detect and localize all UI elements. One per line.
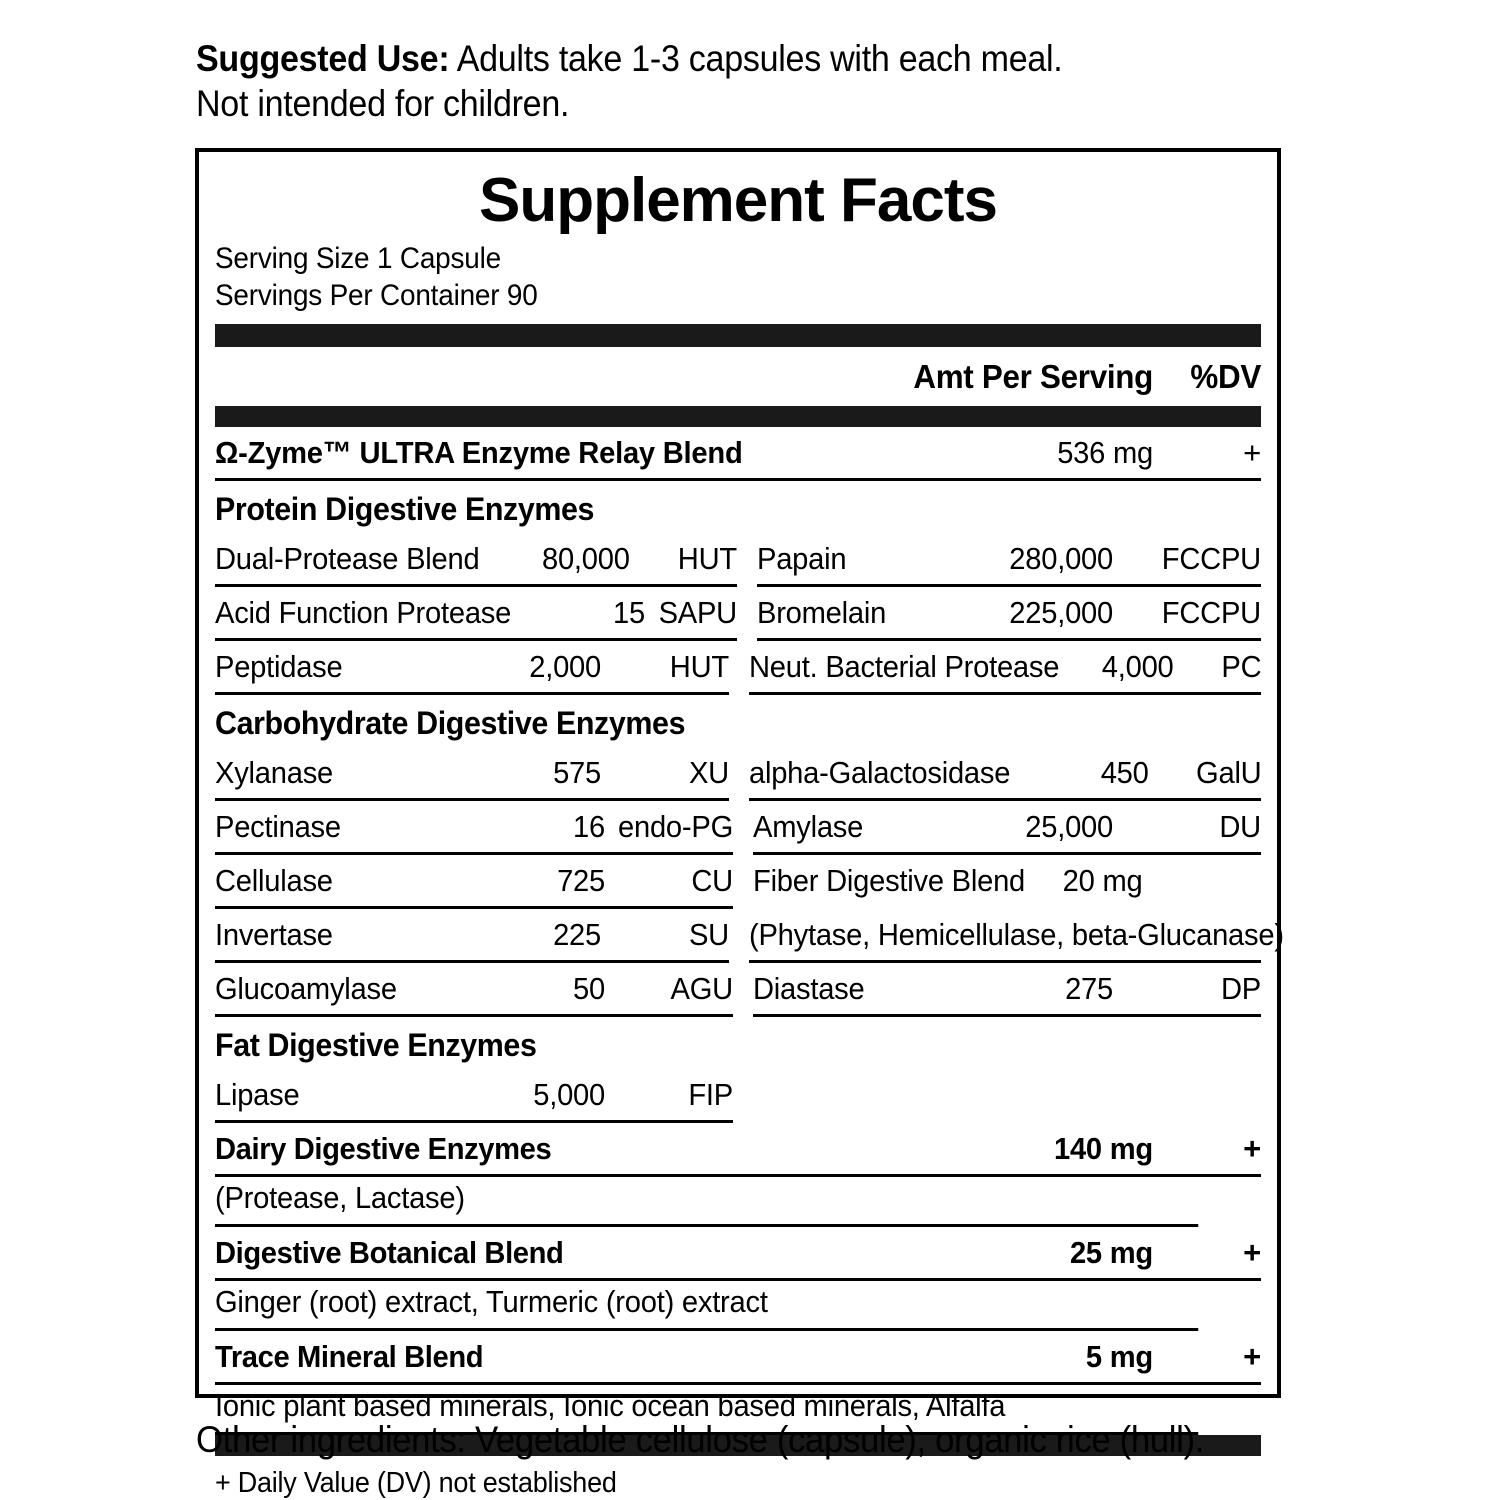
row-name: Pectinase — [215, 809, 341, 844]
blend-row — [215, 1227, 1261, 1281]
blend-row — [215, 1123, 1261, 1177]
row-right — [753, 855, 1261, 909]
row-value: 25,000 — [1025, 809, 1113, 844]
row-name: Trace Mineral Blend — [215, 1339, 484, 1374]
row-name: Acid Function Protease — [215, 595, 512, 630]
row-value: 225,000 — [1009, 595, 1113, 630]
row-unit: endo-PG — [617, 809, 733, 844]
row-unit: DP — [1220, 971, 1261, 1006]
blend-row — [215, 1331, 1261, 1385]
row-value: 16 — [573, 809, 605, 844]
blend-ingredients: (Protease, Lactase) — [215, 1177, 1198, 1227]
row-unit: FCCPU — [1161, 595, 1261, 630]
table-row — [215, 963, 1261, 1017]
row-value: 20 mg — [1063, 863, 1143, 898]
row-value: 4,000 — [1101, 649, 1174, 684]
row-dv: + — [1243, 435, 1261, 470]
row-name: alpha-Galactosidase — [749, 755, 1011, 790]
suggested-use-directions: Adults take 1-3 capsules with each meal. — [449, 38, 1063, 79]
row-amount: 536 mg — [1057, 435, 1153, 470]
footnote-daily-value: + Daily Value (DV) not established — [215, 1467, 617, 1499]
row-name: Diastase — [752, 971, 865, 1006]
row-left — [215, 801, 733, 855]
servings-per-container: Servings Per Container 90 — [215, 279, 538, 312]
row-name: Cellulase — [215, 863, 333, 898]
row-right-empty — [753, 1069, 1261, 1123]
blend-ingredients: Ionic plant based minerals, Ionic ocean based minerals, Alfalfa — [215, 1385, 1198, 1435]
row-value: 280,000 — [1009, 541, 1113, 576]
row-unit: SAPU — [658, 595, 737, 630]
row-name: Glucoamylase — [215, 971, 397, 1006]
serving-size: Serving Size 1 Capsule — [215, 242, 501, 275]
row-value: 275 — [1065, 971, 1113, 1006]
column-headers — [215, 347, 1261, 406]
serving-info — [215, 234, 1188, 314]
row-name: Xylanase — [215, 755, 333, 790]
row-name: Lipase — [215, 1077, 300, 1112]
row-name: Dual-Protease Blend — [215, 541, 480, 576]
suggested-use-line-1 — [196, 36, 1226, 81]
row-lipase — [215, 1069, 1261, 1123]
row-right — [749, 641, 1261, 695]
row-name: Neut. Bacterial Protease — [749, 649, 1060, 684]
other-ingredients-text: Other ingredients: Vegetable cellulose (capsule), organic rice (hull). — [196, 1419, 1204, 1460]
section-heading: Protein Digestive Enzymes — [215, 491, 595, 527]
row-unit: GalU — [1195, 755, 1261, 790]
panel-title: Supplement Facts — [479, 166, 997, 235]
row-unit: PC — [1220, 649, 1261, 684]
row-unit: XU — [688, 755, 729, 790]
row-left — [215, 641, 729, 695]
header-amt-per-serving: Amt Per Serving — [913, 358, 1153, 395]
row-unit: DU — [1219, 809, 1261, 844]
table-row — [215, 587, 1261, 641]
table-row — [215, 909, 1284, 963]
row-left — [215, 909, 729, 963]
row-name: Dairy Digestive Enzymes — [215, 1131, 552, 1166]
suggested-use-text — [196, 36, 1226, 126]
table-row — [215, 747, 1261, 801]
row-left — [215, 587, 737, 641]
row-value: 2,000 — [529, 649, 601, 684]
row-right — [753, 963, 1261, 1017]
table-row — [215, 855, 1261, 909]
row-left — [215, 963, 733, 1017]
row-name: Papain — [757, 541, 847, 576]
section-heading: Carbohydrate Digestive Enzymes — [215, 705, 686, 741]
row-value: 450 — [1100, 755, 1149, 790]
row-unit: CU — [691, 863, 733, 898]
row-unit: SU — [688, 917, 729, 952]
row-right — [749, 909, 1284, 963]
row-unit: FCCPU — [1161, 541, 1261, 576]
row-unit: AGU — [670, 971, 733, 1006]
header-percent-dv: %DV — [1190, 358, 1261, 395]
row-unit: HUT — [677, 541, 737, 576]
suggested-use-line-2: Not intended for children. — [196, 83, 570, 124]
table-row — [215, 533, 1261, 587]
row-name: Fiber Digestive Blend — [752, 863, 1025, 898]
row-amount: 5 mg — [1085, 1339, 1153, 1374]
proprietary-blends — [215, 1123, 1261, 1435]
row-unit: FIP — [688, 1077, 733, 1112]
row-left — [215, 855, 733, 909]
row-unit: HUT — [669, 649, 729, 684]
blend-ingredients: Ginger (root) extract, Turmeric (root) extract — [215, 1281, 1198, 1331]
row-name: Peptidase — [215, 649, 343, 684]
row-zyme-ultra-blend — [215, 427, 1261, 481]
row-name: Amylase — [752, 809, 864, 844]
suggested-use-label: Suggested Use: — [196, 38, 450, 79]
table-row — [215, 801, 1261, 855]
row-right — [749, 747, 1261, 801]
row-amount: 25 mg — [1069, 1235, 1153, 1270]
table-row — [215, 641, 1261, 695]
row-amount: 140 mg — [1053, 1131, 1153, 1166]
row-dv: + — [1243, 1235, 1261, 1270]
row-value: 50 — [573, 971, 605, 1006]
row-left — [215, 1069, 733, 1123]
row-value: 225 — [553, 917, 601, 952]
row-dv: + — [1243, 1131, 1261, 1166]
row-value: 5,000 — [533, 1077, 605, 1112]
row-right — [757, 587, 1261, 641]
row-value: 725 — [557, 863, 605, 898]
enzyme-sections — [215, 481, 1284, 1017]
row-value: 15 — [613, 595, 645, 630]
row-right — [757, 533, 1261, 587]
row-value: 80,000 — [542, 541, 631, 576]
row-right — [753, 801, 1261, 855]
row-left — [215, 747, 729, 801]
divider-bar-top — [215, 324, 1261, 347]
row-name: (Phytase, Hemicellulase, beta-Glucanase) — [749, 917, 1284, 952]
row-name: Invertase — [215, 917, 333, 952]
row-dv: + — [1243, 1339, 1261, 1374]
row-name: Ω-Zyme™ ULTRA Enzyme Relay Blend — [215, 435, 743, 470]
divider-bar-headers — [215, 406, 1261, 427]
row-name: Digestive Botanical Blend — [215, 1235, 564, 1270]
row-value: 575 — [553, 755, 601, 790]
row-left — [215, 533, 737, 587]
row-name: Bromelain — [757, 595, 887, 630]
section-heading-fat: Fat Digestive Enzymes — [215, 1027, 537, 1063]
